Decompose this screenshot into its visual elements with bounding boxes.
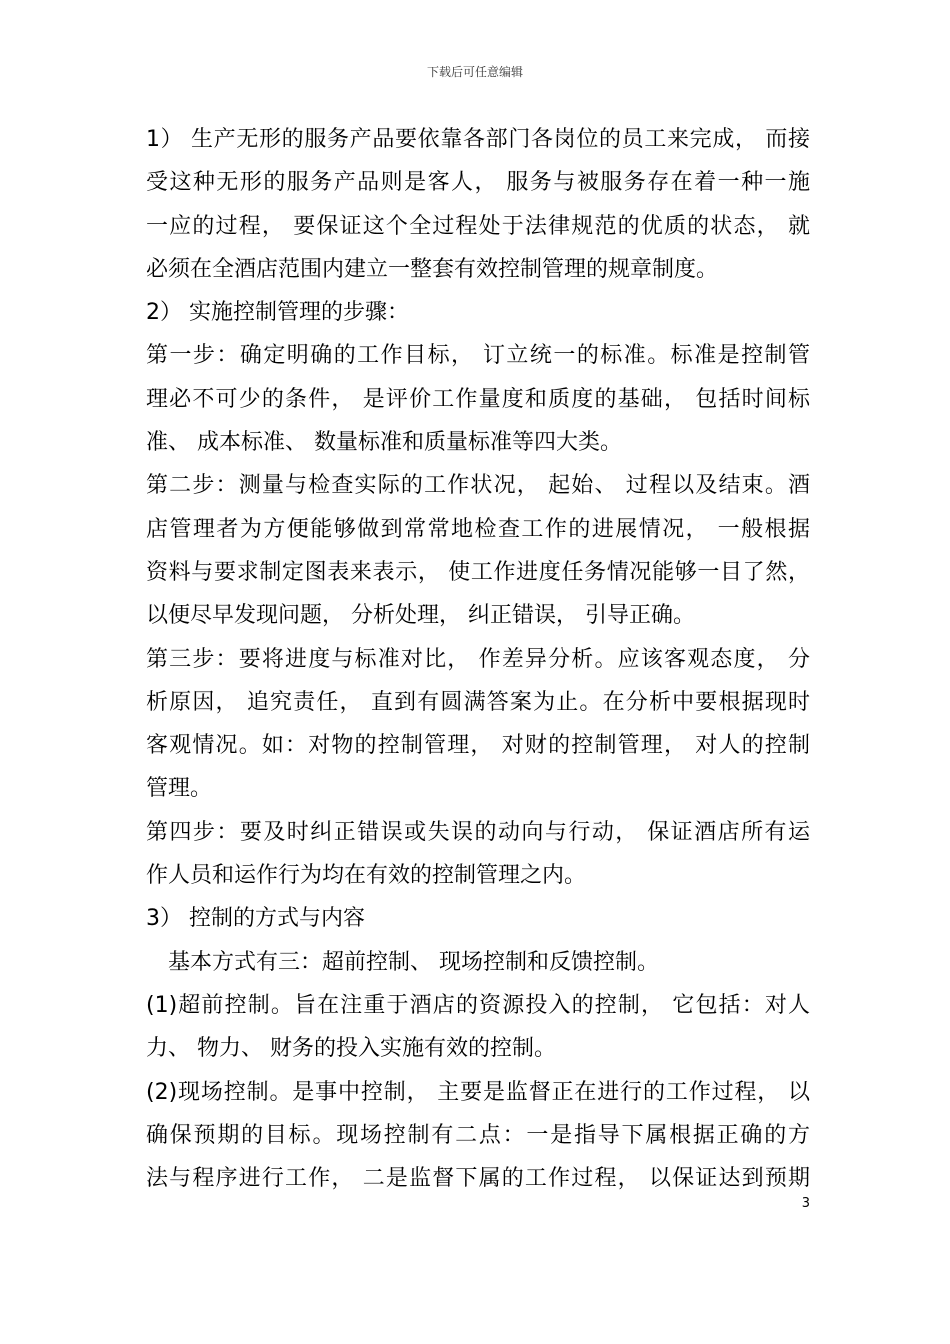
text-line: 法与程序进行工作， 二是监督下属的工作过程， 以保证达到预期 xyxy=(146,1166,810,1192)
text-line: 受这种无形的服务产品则是客人， 服务与被服务存在着一种一施 xyxy=(146,170,810,196)
text-line: 管理。 xyxy=(146,776,213,802)
text-line: 作人员和运作行为均在有效的控制管理之内。 xyxy=(146,863,587,889)
text-line: 第四步：要及时纠正错误或失误的动向与行动， 保证酒店所有运 xyxy=(146,819,810,845)
text-line: 第一步：确定明确的工作目标， 订立统一的标准。标准是控制管 xyxy=(146,343,810,369)
text-line: 3） 控制的方式与内容 xyxy=(146,906,365,932)
page-number: 3 xyxy=(801,1196,810,1211)
text-line: 2） 实施控制管理的步骤： xyxy=(146,300,409,326)
text-line: 以便尽早发现问题， 分析处理， 纠正错误， 引导正确。 xyxy=(146,603,695,629)
text-line: (2)现场控制。是事中控制， 主要是监督正在进行的工作过程， 以 xyxy=(146,1079,810,1105)
text-line: 理必不可少的条件， 是评价工作量度和质度的基础， 包括时间标 xyxy=(146,386,810,412)
text-line: 第二步：测量与检查实际的工作状况， 起始、 过程以及结束。酒 xyxy=(146,473,810,499)
text-line: 析原因， 追究责任， 直到有圆满答案为止。在分析中要根据现时 xyxy=(146,689,810,715)
text-line: 资料与要求制定图表来表示， 使工作进度任务情况能够一目了然， xyxy=(146,559,810,585)
text-line: (1)超前控制。旨在注重于酒店的资源投入的控制， 它包括：对人 xyxy=(146,992,810,1018)
text-line: 准、 成本标准、 数量标准和质量标准等四大类。 xyxy=(146,430,622,456)
text-line: 基本方式有三：超前控制、 现场控制和反馈控制。 xyxy=(168,949,659,975)
document-body xyxy=(146,118,810,1200)
page-header: 下载后可任意编辑 xyxy=(426,65,523,79)
text-line: 一应的过程， 要保证这个全过程处于法律规范的优质的状态， 就 xyxy=(146,213,810,239)
text-line: 确保预期的目标。现场控制有二点：一是指导下属根据正确的方 xyxy=(146,1122,810,1148)
text-line: 必须在全酒店范围内建立一整套有效控制管理的规章制度。 xyxy=(146,256,719,282)
text-line: 客观情况。如：对物的控制管理， 对财的控制管理， 对人的控制 xyxy=(146,733,810,759)
text-line: 店管理者为方便能够做到常常地检查工作的进展情况， 一般根据 xyxy=(146,516,810,542)
text-line: 力、 物力、 财务的投入实施有效的控制。 xyxy=(146,1036,556,1062)
text-line: 第三步：要将进度与标准对比， 作差异分析。应该客观态度， 分 xyxy=(146,646,810,672)
text-line: 1） 生产无形的服务产品要依靠各部门各岗位的员工来完成， 而接 xyxy=(146,127,810,152)
